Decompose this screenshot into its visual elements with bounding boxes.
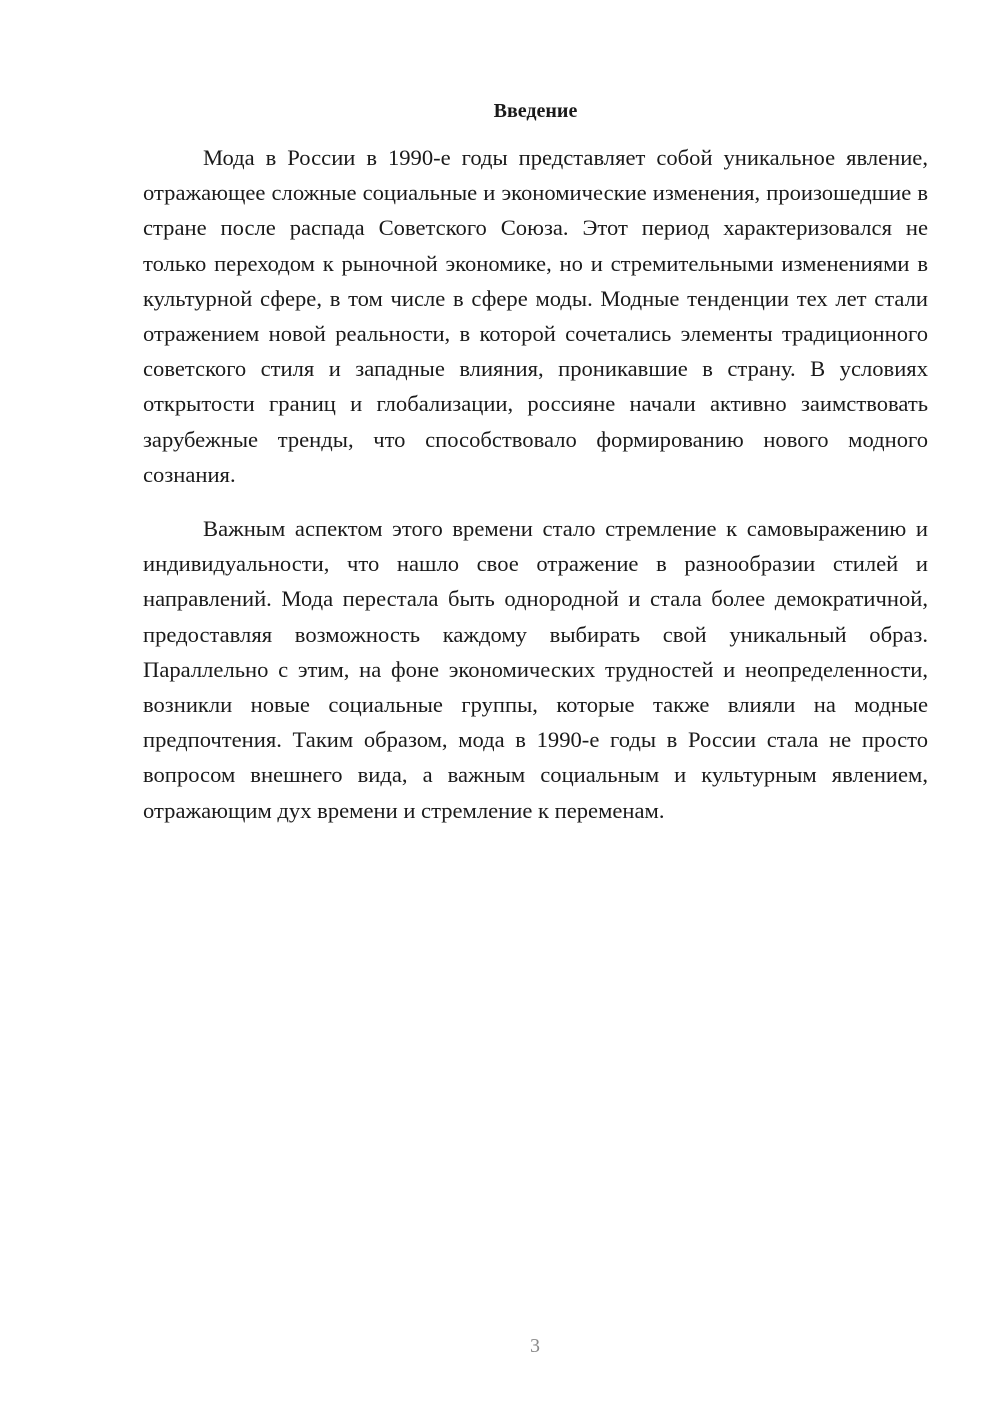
page-content xyxy=(143,96,928,828)
section-heading: Введение xyxy=(493,100,578,122)
paragraph-1: Мода в России в 1990-е годы представляет собой уникальное явление, отражающее сложные социальные и экономические изменения, произошедшие в стране после распада Советского Союза. Этот период характеризовался не только переходом к рыночной экономике, но и стремительными изменениями в культурной сфере, в том числе в сфере моды. Модные тенденции тех лет стали отражением новой реальности, в которой сочетались элементы традиционного советского стиля и западные влияния, проникавшие в страну. В условиях открытости границ и глобализации, россияне начали активно заимствовать зарубежные тренды, что способствовало формированию нового модного сознания. xyxy=(143,145,928,487)
paragraph-2: Важным аспектом этого времени стало стремление к самовыражению и индивидуальности, что нашло свое отражение в разнообразии стилей и направлений. Мода перестала быть однородной и стала более демократичной, предоставляя возможность каждому выбирать свой уникальный образ. Параллельно с этим, на фоне экономических трудностей и неопределенности, возникли новые социальные группы, которые также влияли на модные предпочтения. Таким образом, мода в 1990-е годы в России стала не просто вопросом внешнего вида, а важным социальным и культурным явлением, отражающим дух времени и стремление к переменам. xyxy=(143,516,928,823)
page-number: 3 xyxy=(530,1335,540,1357)
